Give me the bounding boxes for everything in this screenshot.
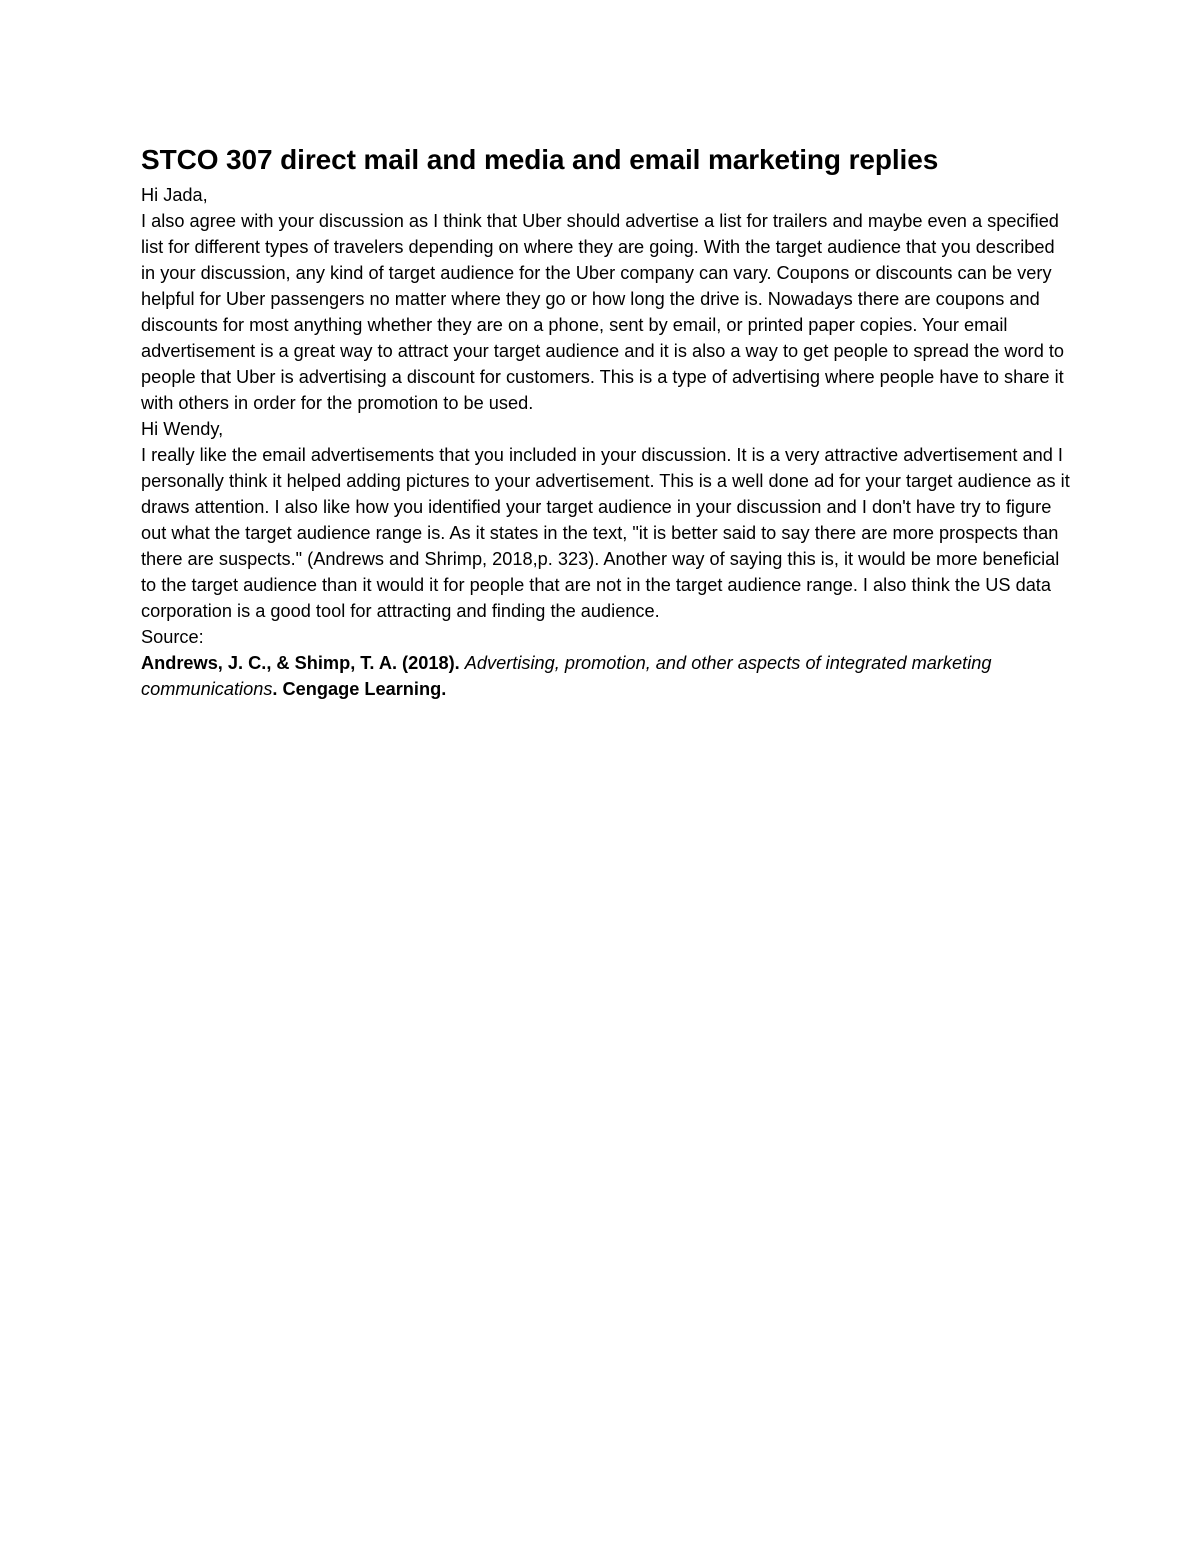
- reply-body-wendy: I really like the email advertisements that you included in your discussion. It is a very attractive advertisement and I personally think it helped adding pictures to your advertisement. This is a well done ad for your target audience as it draws attention. I also like how you identified your target audience in your discussion and I don't have try to figure out what the target audience range is. As it states in the text, "it is better said to say there are more prospects than there are suspects." (Andrews and Shrimp, 2018,p. 323). Another way of saying this is, it would be more beneficial to the target audience than it would it for people that are not in the target audience range. I also think the US data corporation is a good tool for attracting and finding the audience.: [141, 445, 1070, 621]
- source-citation: [141, 650, 1071, 702]
- citation-publisher: . Cengage Learning.: [272, 679, 447, 699]
- reply-greeting-wendy: Hi Wendy,: [141, 419, 224, 439]
- document-title: STCO 307 direct mail and media and email marketing replies: [141, 144, 939, 175]
- document-page: [141, 142, 1071, 702]
- source-label: Source:: [141, 627, 204, 647]
- reply-greeting-jada: Hi Jada,: [141, 185, 208, 205]
- citation-work-title: Advertising, promotion, and other aspects of integrated marketing communications: [141, 653, 992, 699]
- reply-body-jada: I also agree with your discussion as I think that Uber should advertise a list for trailers and maybe even a specified list for different types of travelers depending on where they are going. With the target audience that you described in your discussion, any kind of target audience for the Uber company can vary. Coupons or discounts can be very helpful for Uber passengers no matter where they go or how long the drive is. Nowadays there are coupons and discounts for most anything whether they are on a phone, sent by email, or printed paper copies. Your email advertisement is a great way to attract your target audience and it is also a way to get people to spread the word to people that Uber is advertising a discount for customers. This is a type of advertising where people have to share it with others in order for the promotion to be used.: [141, 211, 1065, 413]
- citation-authors: Andrews, J. C., & Shimp, T. A. (2018).: [141, 653, 465, 673]
